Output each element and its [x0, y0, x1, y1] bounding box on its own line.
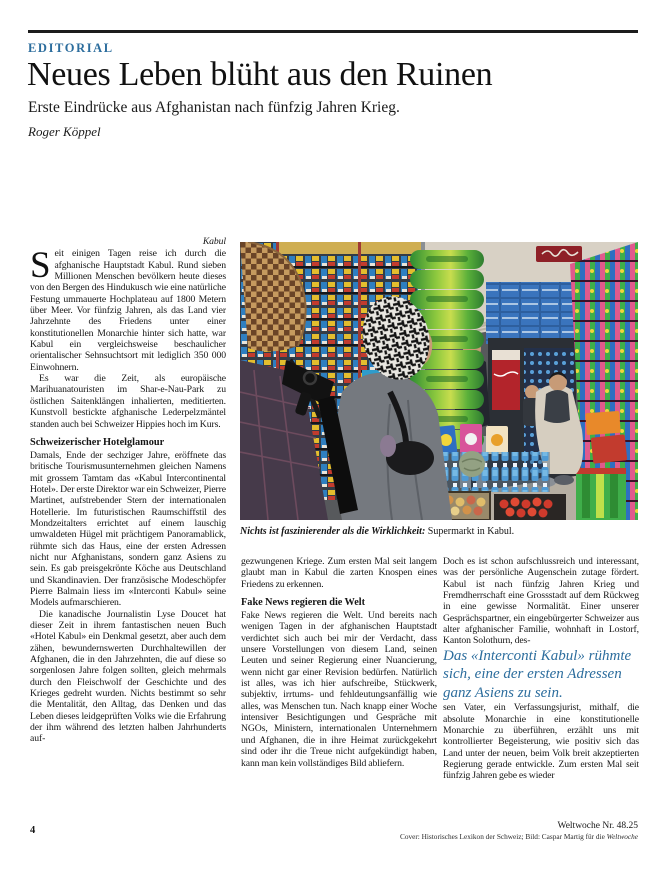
paragraph: Es war die Zeit, als europäische Marihuanatouristen im Shar-e-Nau-Park zu östlichen Saitenklängen inhalierten, meditierten. Kunstvoll bestickte afghanische Lederpelzmäntel standen auch bei Schweizer Hippies hoch im Kurs.: [30, 373, 226, 430]
dateline: Kabul: [202, 236, 226, 247]
pull-quote: Das «Interconti Kabul» rühmte sich, eine der ersten Adressen ganz Asiens zu sein.: [443, 647, 632, 701]
top-rule: [28, 30, 638, 33]
photo-caption: [240, 526, 638, 537]
article-column-middle: [241, 556, 437, 826]
article-photo: [240, 242, 638, 520]
subheading: Fake News regieren die Welt: [241, 597, 366, 609]
paragraph: sen Vater, ein Verfassungsjurist, mithalf, die absolute Monarchie in eine konstitutionelle Monarchie zu überführen, erzählt uns mit kontrollierter Begeisterung, wie positiv sich das Land unter der neuen, beim Volk breit akzeptierten Regierung gerade entwickle. Zum ersten Mal seit fünfzig Jahren gebe es wieder: [443, 702, 639, 782]
page-title: Neues Leben blüht aus den Ruinen: [27, 56, 493, 93]
paragraph: Damals, Ende der sechziger Jahre, eröffnete das britische Tourismusunternehmen gleichen Namens mit grossem Tamtam das «Kabul Intercontinental Hotel». Der erste Direktor war ein Schweizer, Pierre Martinet, aufstrebender Stern der internationalen Hotellerie. Im futuristischen Raumschiffstil des Mondzeitalters errichtet auf einem lauschig umwaldeten Hügel mit prächtigem Panoramablick, rühmte sich das Haus, eine der ersten Adressen nicht nur Afghanistans, sondern ganz Asiens zu sein. Es gab preisgekrönte Köche aus Deutschland und Skandinavien. Der französische Modeschöpfer Pierre Balmain liess im «Interconti Kabul» seine Models aufmarschieren.: [30, 449, 226, 609]
footer-right: [400, 821, 638, 841]
drop-cap: S: [30, 245, 51, 287]
byline: Roger Köppel: [28, 124, 101, 139]
subtitle: Erste Eindrücke aus Afghanistan nach fünfzig Jahren Krieg.: [28, 99, 400, 116]
article-column-right: [443, 556, 639, 828]
page-number: 4: [30, 825, 36, 836]
paragraph: Fake News regieren die Welt. Und bereits nach wenigen Tagen in der afghanischen Hauptstadt verdichtet sich auch bei mir der Verdacht, dass unsere Vorstellungen von diesem Land, seinen Leuten und seiner Regierung einer Nuancierung, wenn nicht gar einer Revision bedürfen. Natürlich ist alles, was ich hier aufschreibe, Stückwerk, subjektiv, irrtums- und fehldeutungsanfällig wie alles, was Menschen tun. Nach knapp einer Woche intensiver Besichtigungen und Gespräche mit NGOs, Ministern, internationalen Unternehmern und Afghanen, die in ihre Heimat zurückgekehrt sind oder ihr die Treue nicht aufgekündigt haben, kann man kein vollständiges Bild abliefern.: [241, 610, 437, 769]
section-kicker: EDITORIAL: [28, 41, 114, 55]
paragraph: Seit einigen Tagen reise ich durch die afghanische Hauptstadt Kabul. Rund sieben Millionen Menschen bevölkern heute dieses von den Bergen des Hindukusch wie eine natürliche Festung ummauerte Hochplateau auf 1800 Metern über Meer. Vor fünfzig Jahren, als das Land vier Jahrzehnte des Friedens unter einer konstitutionellen Monarchie hinter sich hatte, war Kabul ein vergleichsweise beschaulicher orientalischer Sehnsuchtsort mit lediglich 350 000 Einwohnern.: [30, 245, 226, 373]
issue-label: Weltwoche Nr. 48.25: [557, 821, 638, 831]
article-column-left: [30, 236, 226, 810]
credits-line: Cover: Historisches Lexikon der Schweiz; Bild: Caspar Martig für die Weltwoche: [399, 832, 638, 841]
paragraph: gezwungenen Kriege. Zum ersten Mal seit langem glaubt man in Kabul die zarten Knospen eines Friedens zu erkennen.: [241, 556, 437, 590]
kabul-supermarket-photo: [240, 242, 638, 520]
paragraph: Doch es ist schon aufschlussreich und interessant, was der persönliche Augenschein zutage fördert. Kabul ist nach fünfzig Jahren Krieg und Fremdherrschaft eine Grossstadt auf dem Rückweg in eine gewisse Normalität. Einer unserer Gesprächspartner, ein eingebürgerter Schweizer aus alter afghanischer Familie, wohnhaft in Lostorf, Kanton Solothurn, des-: [443, 556, 639, 647]
caption-rest: Supermarkt in Kabul.: [425, 526, 515, 537]
caption-lead: Nichts ist faszinierender als die Wirklichkeit:: [240, 526, 426, 537]
paragraph: Die kanadische Journalistin Lyse Doucet hat dieser Zeit in ihrem fantastischen neuen Buch «Hotel Kabul» ein Denkmal gesetzt, aber auch dem zähen, bewundernswerten Durchhaltewillen der Afghanen, die in den Jahrzehnten, die auf diese so sorgenlosen Jahre folgen sollten, gleich mehrmals durch den Fleischwolf der Geschichte und des Krieges gedreht wurden. Nichts bestimmt so sehr die Mentalität, den Alltag, das Denken und das Leben dieses leidgeprüften Volks wie die Erfahrung der ihm während des letzten halben Jahrhunderts auf-: [30, 608, 226, 745]
subheading: Schweizerischer Hotelglamour: [30, 436, 165, 448]
